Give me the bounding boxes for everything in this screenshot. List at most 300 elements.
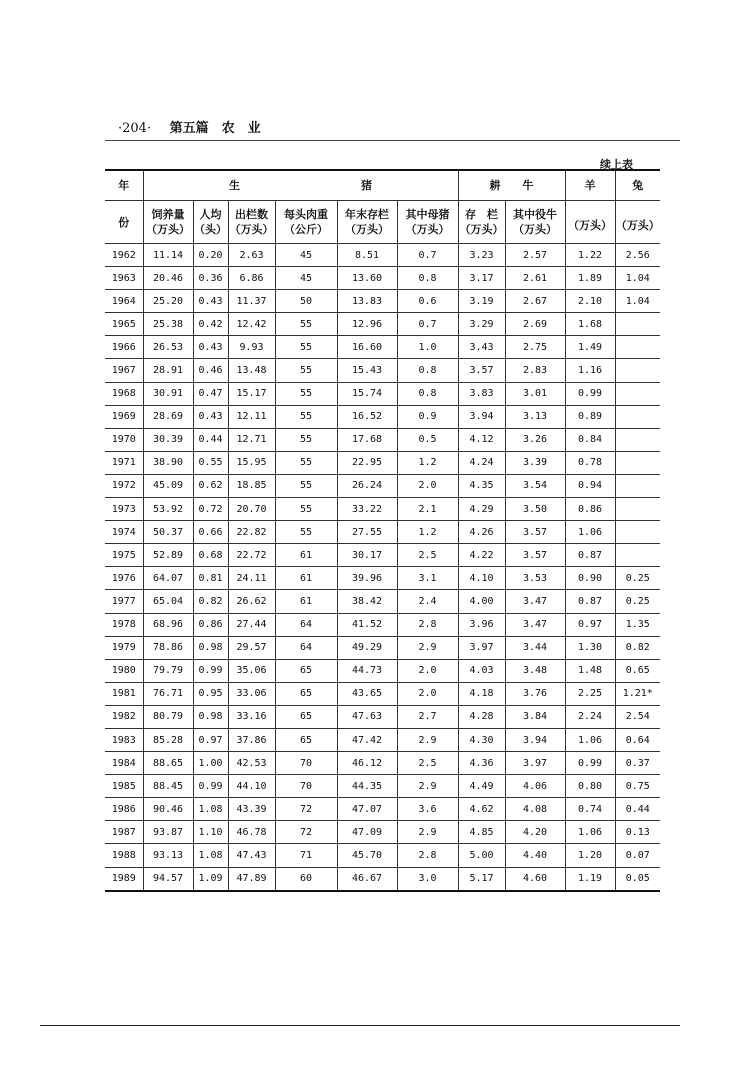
data-cell: 53.92 xyxy=(143,498,193,521)
data-cell: 44.73 xyxy=(337,659,397,682)
data-cell: 38.42 xyxy=(337,590,397,613)
data-cell: 0.97 xyxy=(565,613,615,636)
data-cell: 2.0 xyxy=(397,474,458,497)
data-cell: 1.16 xyxy=(565,359,615,382)
data-cell: 3.29 xyxy=(458,313,505,336)
data-cell: 65 xyxy=(275,705,337,728)
data-cell: 9.93 xyxy=(228,336,275,359)
data-cell: 1.09 xyxy=(193,867,228,891)
data-cell: 2.75 xyxy=(505,336,565,359)
data-cell: 0.82 xyxy=(615,636,660,659)
data-cell: 65.04 xyxy=(143,590,193,613)
data-cell: 15.43 xyxy=(337,359,397,382)
data-cell: 2.9 xyxy=(397,636,458,659)
data-cell: 3.6 xyxy=(397,798,458,821)
data-cell: 1.06 xyxy=(565,521,615,544)
table-row xyxy=(105,267,660,290)
data-cell: 47.07 xyxy=(337,798,397,821)
data-cell: 0.99 xyxy=(193,659,228,682)
rabbit-header: 兔 xyxy=(615,170,660,201)
data-cell: 20.70 xyxy=(228,498,275,521)
data-cell: 2.56 xyxy=(615,244,660,267)
column-header-unit: （万头） xyxy=(615,218,660,232)
column-header xyxy=(143,201,193,244)
data-cell: 0.82 xyxy=(193,590,228,613)
data-cell: 16.60 xyxy=(337,336,397,359)
data-cell: 29.57 xyxy=(228,636,275,659)
data-cell: 2.83 xyxy=(505,359,565,382)
year-cell: 1985 xyxy=(105,775,143,798)
data-cell: 3.94 xyxy=(458,405,505,428)
data-cell: 2.5 xyxy=(397,544,458,567)
data-cell: 55 xyxy=(275,428,337,451)
data-cell: 4.18 xyxy=(458,682,505,705)
data-cell: 4.85 xyxy=(458,821,505,844)
data-cell: 0.20 xyxy=(193,244,228,267)
table-row xyxy=(105,474,660,497)
data-cell: 25.20 xyxy=(143,290,193,313)
data-cell: 0.97 xyxy=(193,728,228,751)
year-cell: 1977 xyxy=(105,590,143,613)
data-cell: 64.07 xyxy=(143,567,193,590)
data-cell: 65 xyxy=(275,682,337,705)
data-cell: 1.08 xyxy=(193,844,228,867)
data-cell: 44.35 xyxy=(337,775,397,798)
data-cell: 13.83 xyxy=(337,290,397,313)
data-cell: 12.96 xyxy=(337,313,397,336)
table-row xyxy=(105,728,660,751)
column-header-unit: （万头） xyxy=(459,223,504,236)
data-cell: 78.86 xyxy=(143,636,193,659)
data-cell: 3.97 xyxy=(458,636,505,659)
data-cell: 0.87 xyxy=(565,590,615,613)
year-cell: 1976 xyxy=(105,567,143,590)
data-cell: 3.47 xyxy=(505,613,565,636)
data-cell: 4.08 xyxy=(505,798,565,821)
data-cell: 55 xyxy=(275,382,337,405)
data-cell: 28.91 xyxy=(143,359,193,382)
data-cell: 3.13 xyxy=(505,405,565,428)
data-cell xyxy=(615,359,660,382)
data-cell: 0.86 xyxy=(193,613,228,636)
data-cell: 2.61 xyxy=(505,267,565,290)
data-cell: 47.89 xyxy=(228,867,275,891)
data-cell: 0.62 xyxy=(193,474,228,497)
data-cell: 47.42 xyxy=(337,728,397,751)
table-row xyxy=(105,451,660,474)
data-cell: 0.13 xyxy=(615,821,660,844)
data-cell: 3.53 xyxy=(505,567,565,590)
data-cell: 3.54 xyxy=(505,474,565,497)
data-cell: 3.44 xyxy=(505,636,565,659)
data-cell: 4.06 xyxy=(505,775,565,798)
data-cell: 3.47 xyxy=(505,590,565,613)
data-cell: 2.24 xyxy=(565,705,615,728)
column-header xyxy=(615,201,660,244)
data-cell: 20.46 xyxy=(143,267,193,290)
data-cell: 5.17 xyxy=(458,867,505,891)
data-cell: 0.89 xyxy=(565,405,615,428)
data-cell: 3.39 xyxy=(505,451,565,474)
data-cell: 3.57 xyxy=(458,359,505,382)
data-cell xyxy=(615,521,660,544)
table-row xyxy=(105,313,660,336)
data-cell: 0.72 xyxy=(193,498,228,521)
column-header xyxy=(193,201,228,244)
data-cell: 22.95 xyxy=(337,451,397,474)
data-cell: 46.12 xyxy=(337,752,397,775)
data-cell: 0.47 xyxy=(193,382,228,405)
data-cell: 30.91 xyxy=(143,382,193,405)
running-header xyxy=(118,117,261,136)
cattle-group-header: 耕 牛 xyxy=(458,170,565,201)
data-cell: 4.24 xyxy=(458,451,505,474)
data-cell: 1.30 xyxy=(565,636,615,659)
data-cell: 1.06 xyxy=(565,821,615,844)
data-cell: 11.37 xyxy=(228,290,275,313)
data-cell: 46.67 xyxy=(337,867,397,891)
data-cell: 43.65 xyxy=(337,682,397,705)
data-cell: 4.10 xyxy=(458,567,505,590)
data-cell: 1.21* xyxy=(615,682,660,705)
data-cell: 5.00 xyxy=(458,844,505,867)
column-header xyxy=(458,201,505,244)
column-header-label: 饲养量 xyxy=(151,208,185,221)
pigs-group-header: 生 猪 xyxy=(143,170,458,201)
data-cell xyxy=(615,313,660,336)
data-cell: 1.08 xyxy=(193,798,228,821)
data-cell: 55 xyxy=(275,336,337,359)
data-cell: 1.2 xyxy=(397,521,458,544)
section-title: 第五篇 农 业 xyxy=(169,121,261,136)
data-cell: 3.26 xyxy=(505,428,565,451)
data-cell: 1.04 xyxy=(615,290,660,313)
data-cell xyxy=(615,451,660,474)
data-cell: 16.52 xyxy=(337,405,397,428)
year-cell: 1969 xyxy=(105,405,143,428)
year-header-top: 年 xyxy=(105,170,143,201)
table-row xyxy=(105,613,660,636)
year-cell: 1978 xyxy=(105,613,143,636)
data-cell: 55 xyxy=(275,498,337,521)
year-cell: 1967 xyxy=(105,359,143,382)
year-cell: 1989 xyxy=(105,867,143,891)
data-cell: 3.19 xyxy=(458,290,505,313)
year-header-bottom: 份 xyxy=(105,201,143,244)
data-cell: 50.37 xyxy=(143,521,193,544)
data-cell: 72 xyxy=(275,821,337,844)
column-header-unit: （头） xyxy=(194,223,227,236)
data-cell: 45 xyxy=(275,267,337,290)
data-cell xyxy=(615,336,660,359)
data-cell: 2.67 xyxy=(505,290,565,313)
column-header xyxy=(397,201,458,244)
data-cell: 0.99 xyxy=(565,382,615,405)
data-cell: 2.9 xyxy=(397,728,458,751)
data-cell: 4.62 xyxy=(458,798,505,821)
data-cell: 55 xyxy=(275,474,337,497)
table-row xyxy=(105,821,660,844)
data-cell: 3.57 xyxy=(505,544,565,567)
table-row xyxy=(105,498,660,521)
table-row xyxy=(105,636,660,659)
data-cell: 0.90 xyxy=(565,567,615,590)
footer-rule xyxy=(40,1025,680,1026)
data-cell: 45.70 xyxy=(337,844,397,867)
data-cell: 0.9 xyxy=(397,405,458,428)
data-cell: 3.76 xyxy=(505,682,565,705)
data-cell: 61 xyxy=(275,590,337,613)
data-cell: 55 xyxy=(275,521,337,544)
data-cell: 3.23 xyxy=(458,244,505,267)
data-cell: 0.68 xyxy=(193,544,228,567)
year-cell: 1970 xyxy=(105,428,143,451)
data-cell: 0.94 xyxy=(565,474,615,497)
data-cell: 4.00 xyxy=(458,590,505,613)
data-cell: 3.01 xyxy=(505,382,565,405)
data-cell: 2.4 xyxy=(397,590,458,613)
data-cell: 0.98 xyxy=(193,705,228,728)
data-cell: 0.25 xyxy=(615,590,660,613)
data-cell: 0.5 xyxy=(397,428,458,451)
data-cell: 1.22 xyxy=(565,244,615,267)
column-header-unit: （万头） xyxy=(146,223,190,236)
data-cell: 0.8 xyxy=(397,267,458,290)
data-cell: 0.84 xyxy=(565,428,615,451)
data-cell: 0.98 xyxy=(193,636,228,659)
data-cell: 3.94 xyxy=(505,728,565,751)
data-cell: 15.95 xyxy=(228,451,275,474)
table-row xyxy=(105,544,660,567)
data-cell: 4.35 xyxy=(458,474,505,497)
year-cell: 1971 xyxy=(105,451,143,474)
data-cell: 4.36 xyxy=(458,752,505,775)
page-number: ·204· xyxy=(118,121,152,136)
table-row xyxy=(105,590,660,613)
data-cell: 1.10 xyxy=(193,821,228,844)
data-cell: 2.8 xyxy=(397,844,458,867)
data-cell: 70 xyxy=(275,775,337,798)
data-cell: 4.22 xyxy=(458,544,505,567)
table-row xyxy=(105,867,660,891)
data-cell: 0.81 xyxy=(193,567,228,590)
column-header-unit: （公斤） xyxy=(284,223,328,236)
data-cell: 0.25 xyxy=(615,567,660,590)
table-row xyxy=(105,244,660,267)
data-cell: 64 xyxy=(275,613,337,636)
data-cell: 37.86 xyxy=(228,728,275,751)
year-cell: 1982 xyxy=(105,705,143,728)
data-cell: 1.2 xyxy=(397,451,458,474)
data-cell: 8.51 xyxy=(337,244,397,267)
data-cell: 38.90 xyxy=(143,451,193,474)
data-cell: 2.9 xyxy=(397,775,458,798)
column-header-unit: （万头） xyxy=(568,218,612,232)
data-cell xyxy=(615,428,660,451)
data-cell: 0.43 xyxy=(193,405,228,428)
data-cell: 2.63 xyxy=(228,244,275,267)
data-cell: 79.79 xyxy=(143,659,193,682)
column-header-unit: （万头） xyxy=(345,223,389,236)
data-cell: 4.12 xyxy=(458,428,505,451)
year-cell: 1979 xyxy=(105,636,143,659)
data-cell: 45.09 xyxy=(143,474,193,497)
data-cell: 0.66 xyxy=(193,521,228,544)
data-cell: 47.63 xyxy=(337,705,397,728)
data-cell: 3.57 xyxy=(505,521,565,544)
year-cell: 1987 xyxy=(105,821,143,844)
data-cell: 0.7 xyxy=(397,244,458,267)
data-cell: 0.46 xyxy=(193,359,228,382)
data-cell: 70 xyxy=(275,752,337,775)
data-cell: 12.71 xyxy=(228,428,275,451)
data-cell: 2.5 xyxy=(397,752,458,775)
data-cell: 0.65 xyxy=(615,659,660,682)
data-cell: 71 xyxy=(275,844,337,867)
data-cell: 2.25 xyxy=(565,682,615,705)
data-cell: 0.86 xyxy=(565,498,615,521)
data-cell: 85.28 xyxy=(143,728,193,751)
data-cell: 27.44 xyxy=(228,613,275,636)
column-header-label: 人均 xyxy=(199,208,222,221)
data-cell: 47.43 xyxy=(228,844,275,867)
data-cell: 61 xyxy=(275,544,337,567)
data-cell: 2.0 xyxy=(397,659,458,682)
data-cell: 22.82 xyxy=(228,521,275,544)
data-cell: 4.40 xyxy=(505,844,565,867)
data-cell: 0.55 xyxy=(193,451,228,474)
year-cell: 1986 xyxy=(105,798,143,821)
data-cell: 2.9 xyxy=(397,821,458,844)
data-cell: 0.78 xyxy=(565,451,615,474)
year-cell: 1966 xyxy=(105,336,143,359)
data-cell: 30.17 xyxy=(337,544,397,567)
data-cell: 2.54 xyxy=(615,705,660,728)
table-row xyxy=(105,382,660,405)
column-header-label: 出栏数 xyxy=(235,208,268,221)
table-row xyxy=(105,844,660,867)
table-row xyxy=(105,752,660,775)
data-cell: 0.99 xyxy=(193,775,228,798)
data-cell: 33.06 xyxy=(228,682,275,705)
data-cell: 1.68 xyxy=(565,313,615,336)
data-cell: 41.52 xyxy=(337,613,397,636)
data-cell: 26.62 xyxy=(228,590,275,613)
data-cell: 1.35 xyxy=(615,613,660,636)
livestock-table xyxy=(105,169,660,892)
data-cell: 24.11 xyxy=(228,567,275,590)
data-cell: 1.06 xyxy=(565,728,615,751)
data-cell: 6.86 xyxy=(228,267,275,290)
data-cell xyxy=(615,405,660,428)
data-cell: 13.48 xyxy=(228,359,275,382)
year-cell: 1983 xyxy=(105,728,143,751)
data-cell: 0.7 xyxy=(397,313,458,336)
data-cell: 4.60 xyxy=(505,867,565,891)
column-header-unit: （万头） xyxy=(513,223,557,236)
data-cell: 11.14 xyxy=(143,244,193,267)
data-cell: 1.19 xyxy=(565,867,615,891)
column-header xyxy=(337,201,397,244)
column-header-label: 年末存栏 xyxy=(345,208,389,221)
data-cell: 94.57 xyxy=(143,867,193,891)
table-row xyxy=(105,521,660,544)
year-cell: 1980 xyxy=(105,659,143,682)
table-row xyxy=(105,290,660,313)
table-row xyxy=(105,775,660,798)
column-header xyxy=(565,201,615,244)
data-cell: 2.69 xyxy=(505,313,565,336)
data-cell: 65 xyxy=(275,728,337,751)
data-cell: 3.43 xyxy=(458,336,505,359)
data-cell: 64 xyxy=(275,636,337,659)
data-cell: 26.53 xyxy=(143,336,193,359)
data-cell: 0.44 xyxy=(615,798,660,821)
data-cell: 3.1 xyxy=(397,567,458,590)
table-row xyxy=(105,705,660,728)
data-cell: 88.65 xyxy=(143,752,193,775)
data-cell xyxy=(615,382,660,405)
data-cell: 2.1 xyxy=(397,498,458,521)
data-cell xyxy=(615,544,660,567)
data-cell: 1.49 xyxy=(565,336,615,359)
data-cell xyxy=(615,498,660,521)
table-row xyxy=(105,659,660,682)
data-cell: 72 xyxy=(275,798,337,821)
data-cell: 0.99 xyxy=(565,752,615,775)
data-cell: 55 xyxy=(275,313,337,336)
data-cell: 0.07 xyxy=(615,844,660,867)
data-cell: 2.7 xyxy=(397,705,458,728)
data-cell: 15.74 xyxy=(337,382,397,405)
data-cell xyxy=(615,474,660,497)
data-cell: 1.0 xyxy=(397,336,458,359)
table-row xyxy=(105,428,660,451)
data-cell: 25.38 xyxy=(143,313,193,336)
data-cell: 1.04 xyxy=(615,267,660,290)
year-cell: 1981 xyxy=(105,682,143,705)
data-cell: 12.11 xyxy=(228,405,275,428)
data-cell: 93.87 xyxy=(143,821,193,844)
continued-label: 续上表 xyxy=(600,158,633,171)
data-cell: 42.53 xyxy=(228,752,275,775)
data-cell: 93.13 xyxy=(143,844,193,867)
table-row xyxy=(105,567,660,590)
data-cell: 60 xyxy=(275,867,337,891)
data-cell: 13.60 xyxy=(337,267,397,290)
data-cell: 0.95 xyxy=(193,682,228,705)
year-cell: 1965 xyxy=(105,313,143,336)
column-header-unit: （万头） xyxy=(229,223,274,236)
column-header xyxy=(505,201,565,244)
data-cell: 33.16 xyxy=(228,705,275,728)
data-cell: 2.8 xyxy=(397,613,458,636)
column-header xyxy=(228,201,275,244)
data-cell: 3.83 xyxy=(458,382,505,405)
data-cell: 65 xyxy=(275,659,337,682)
data-cell: 0.64 xyxy=(615,728,660,751)
year-cell: 1968 xyxy=(105,382,143,405)
data-cell: 52.89 xyxy=(143,544,193,567)
data-cell: 0.75 xyxy=(615,775,660,798)
year-cell: 1974 xyxy=(105,521,143,544)
data-cell: 0.44 xyxy=(193,428,228,451)
data-cell: 0.8 xyxy=(397,382,458,405)
data-cell: 0.43 xyxy=(193,336,228,359)
column-header-unit: （万头） xyxy=(405,223,450,236)
column-header-label: 其中母猪 xyxy=(405,208,450,221)
data-cell: 1.20 xyxy=(565,844,615,867)
